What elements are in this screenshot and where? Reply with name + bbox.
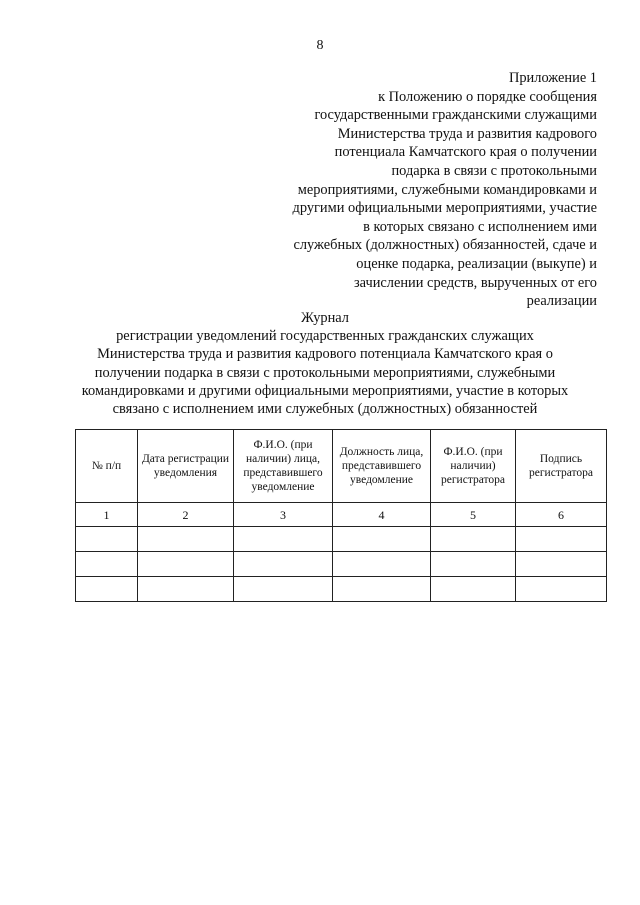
table-cell <box>138 552 234 577</box>
appendix-title: Приложение 1 <box>508 70 597 86</box>
table-cell <box>76 577 138 602</box>
appendix-block <box>270 69 597 311</box>
table-cell <box>234 527 333 552</box>
page-number: 8 <box>316 38 324 53</box>
column-number: 5 <box>431 503 516 527</box>
table-cell <box>333 577 431 602</box>
table-cell <box>431 527 516 552</box>
table-cell <box>431 552 516 577</box>
table-cell <box>76 552 138 577</box>
col-header-number: № п/п <box>76 430 138 503</box>
table-cell <box>516 577 607 602</box>
journal-subtitle-line: Министерства труда и развития кадрового потенциала Камчатского края о <box>97 346 553 363</box>
appendix-line: в которых связано с исполнением ими <box>363 218 597 235</box>
table-cell <box>76 527 138 552</box>
table-cell <box>516 552 607 577</box>
appendix-line: потенциала Камчатского края о получении <box>334 144 597 161</box>
table-cell <box>431 577 516 602</box>
table-row <box>76 552 607 577</box>
table-cell <box>138 527 234 552</box>
table-cell <box>333 552 431 577</box>
table-row <box>76 527 607 552</box>
appendix-line: государственными гражданскими служащими <box>314 107 597 124</box>
col-header-registration-date: Дата регистрации уведомления <box>138 430 234 503</box>
appendix-line: подарка в связи с протокольными <box>391 162 597 179</box>
appendix-line: другими официальными мероприятиями, участие <box>292 200 597 217</box>
journal-subtitle-line: регистрации уведомлений государственных гражданских служащих <box>116 328 534 345</box>
column-number: 1 <box>76 503 138 527</box>
journal-title: Журнал <box>301 310 349 326</box>
appendix-line: к Положению о порядке сообщения <box>378 88 597 105</box>
registration-table <box>75 429 607 602</box>
table-header-row <box>76 430 607 503</box>
appendix-line: оценке подарка, реализации (выкупе) и <box>356 255 597 272</box>
journal-heading <box>60 309 590 418</box>
col-header-submitter-name: Ф.И.О. (при наличии) лица, представившего уведомление <box>234 430 333 503</box>
appendix-line: Министерства труда и развития кадрового <box>337 125 597 142</box>
journal-subtitle-line: командировками и другими официальными мероприятиями, участие в которых <box>81 382 569 399</box>
column-number: 6 <box>516 503 607 527</box>
appendix-line: реализации <box>526 293 597 310</box>
appendix-line: мероприятиями, служебными командировками и <box>297 181 597 198</box>
table-cell <box>234 552 333 577</box>
column-number: 3 <box>234 503 333 527</box>
journal-subtitle-line: связано с исполнением ими служебных (должностных) обязанностей <box>112 401 538 418</box>
col-header-registrar-signature: Подпись регистратора <box>516 430 607 503</box>
column-number: 2 <box>138 503 234 527</box>
table-row <box>76 577 607 602</box>
column-number-row <box>76 503 607 527</box>
table-cell <box>138 577 234 602</box>
appendix-line: служебных (должностных) обязанностей, сдаче и <box>293 237 597 254</box>
table-cell <box>333 527 431 552</box>
table-cell <box>234 577 333 602</box>
table-cell <box>516 527 607 552</box>
journal-subtitle-line: получении подарка в связи с протокольными мероприятиями, служебными <box>94 364 556 381</box>
col-header-submitter-position: Должность лица, представившего уведомление <box>333 430 431 503</box>
col-header-registrar-name: Ф.И.О. (при наличии) регистратора <box>431 430 516 503</box>
appendix-line: зачислении средств, вырученных от его <box>353 274 597 291</box>
column-number: 4 <box>333 503 431 527</box>
